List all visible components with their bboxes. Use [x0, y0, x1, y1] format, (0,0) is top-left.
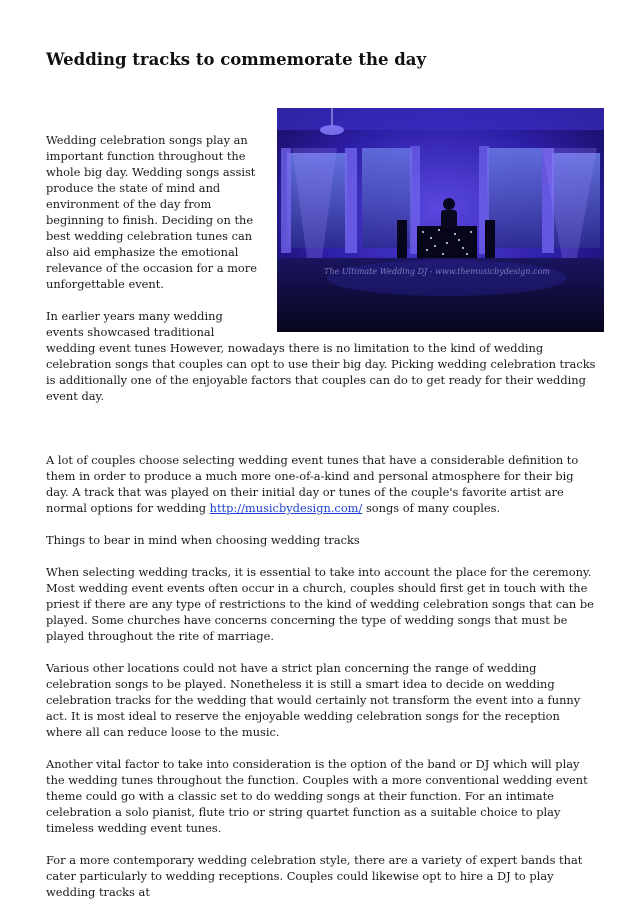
paragraph-8: For a more contemporary wedding celebration style, there are a variety of expert bands that cater particularly to wedding receptions. Couples could likewise opt to hire a DJ to play wedding tracks at [46, 853, 583, 899]
paragraph-3-text-end: songs of many couples. [362, 501, 501, 515]
document-title: Wedding tracks to commemorate the day [46, 50, 427, 69]
paragraph-2: In earlier years many wedding events showcased traditional wedding event tunes However, nowadays there is no limitation to the kind of wedding celebration songs that couples can opt to use their big day. Picking wedding celebration tracks is additionally one of the enjoyable factors that couples can do to get ready for their wedding event day. [46, 309, 596, 403]
paragraph-1: Wedding celebration songs play an important function throughout the whole big day. Wedding songs assist produce the state of mind and environment of the day from beginning to finish. Deciding on the best wedding celebration tunes can also aid emphasize the emotional relevance of the occasion for a more unforgettable event. [46, 133, 257, 291]
musicbydesign-link[interactable]: http://musicbydesign.com/ [209, 501, 363, 515]
wedding-dj-photo [277, 108, 604, 332]
paragraph-3 [46, 452, 596, 516]
dj-setup-image [277, 108, 604, 332]
photo-watermark: The Ultimate Wedding DJ - www.themusicbydesign.com [324, 267, 550, 276]
paragraph-6: Various other locations could not have a strict plan concerning the range of wedding celebration songs to be played. Nonetheless it is still a smart idea to decide on wedding celebration tracks for the wedding that would certainly not transform the event into a funny act. It is most ideal to reserve the enjoyable wedding celebration songs for the reception where all can reduce loose to the music. [46, 661, 581, 739]
paragraph-7: Another vital factor to take into consideration is the option of the band or DJ which will play the wedding tunes throughout the function. Couples with a more conventional wedding event theme could go with a classic set to do wedding songs at their function. For an intimate celebration a solo pianist, flute trio or string quartet function as a suitable choice to play timeless wedding event tunes. [46, 757, 588, 835]
paragraph-3-text-start: A lot of couples choose selecting wedding event tunes that have a considerable definition to them in order to produce a much more one-of-a-kind and personal atmosphere for their big day. A track that was played on their initial day or tunes of the couple's favorite artist are normal options for wedding [46, 453, 579, 515]
paragraph-4-subheading: Things to bear in mind when choosing wedding tracks [46, 533, 360, 547]
paragraph-5: When selecting wedding tracks, it is essential to take into account the place for the ceremony. Most wedding event events often occur in a church, couples should first get in touch with the priest if there are any type of restrictions to the kind of wedding celebration songs that can be played. Some churches have concerns concerning the type of wedding songs that must be played throughout the rite of marriage. [46, 565, 594, 643]
document-body [46, 132, 596, 916]
